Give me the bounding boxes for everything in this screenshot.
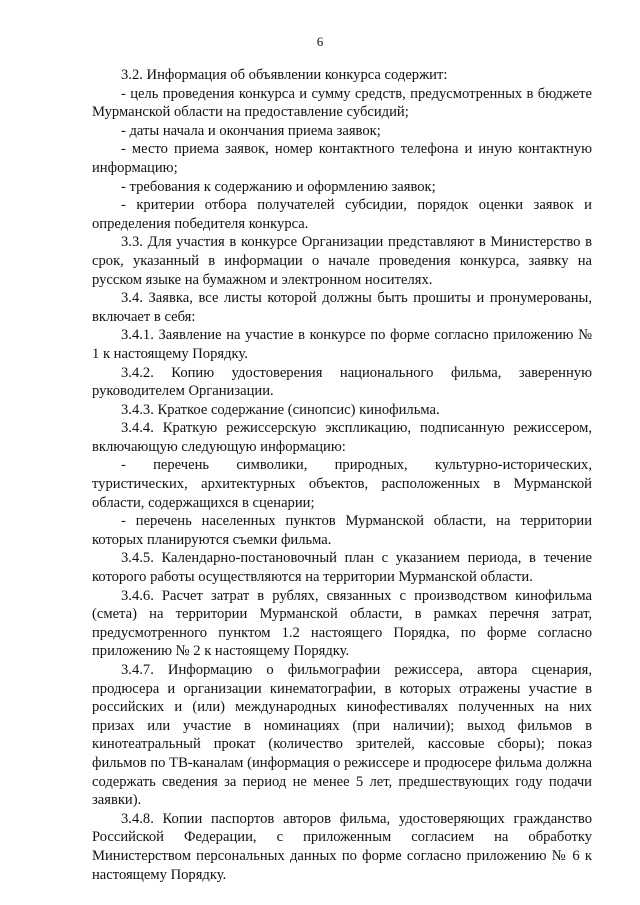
paragraph-3-4: 3.4. Заявка, все листы которой должны быть прошиты и пронумерованы, включает в себя: xyxy=(92,290,592,325)
paragraph-3-4-7: 3.4.7. Информацию о фильмографии режиссера, автора сценария, продюсера и организации кинематографии, в которых отражены участие в российских и (или) международных кинофестивалях полученных на них призах или участие в номинациях (при наличии); выход фильмов в кинотеатральный прокат (количество зрителей, кассовые сборы); показ фильмов по ТВ-каналам (информация о режиссере и продюсере фильма должна содержать сведения за период не менее 5 лет, предшествующих году подачи заявки). xyxy=(92,662,592,809)
document-body xyxy=(92,66,592,884)
list-item-goal: - цель проведения конкурса и сумму средств, предусмотренных в бюджете Мурманской области на предоставление субсидий; xyxy=(92,85,592,121)
list-item-settlements: - перечень населенных пунктов Мурманской области, на территории которых планируются съемки фильма. xyxy=(92,513,592,548)
paragraph-3-4-6: 3.4.6. Расчет затрат в рублях, связанных с производством кинофильма (смета) на территории Мурманской области, в рамках перечня затрат, предусмотренного пунктом 1.2 настоящего Порядка, по форме согласно приложению № 2 к настоящему Порядку. xyxy=(92,587,592,660)
paragraph-3-4-1: 3.4.1. Заявление на участие в конкурсе по форме согласно приложению № 1 к настоящему Порядку. xyxy=(92,327,592,362)
list-item-place: - место приема заявок, номер контактного телефона и иную контактную информацию; xyxy=(92,141,592,176)
paragraph-3-2: 3.2. Информация об объявлении конкурса содержит: xyxy=(121,67,448,83)
list-item-criteria: - критерии отбора получателей субсидии, порядок оценки заявок и определения победителя конкурса. xyxy=(92,197,592,232)
list-item-dates: - даты начала и окончания приема заявок; xyxy=(121,122,381,139)
paragraph-3-4-4: 3.4.4. Краткую режиссерскую экспликацию, подписанную режиссером, включающую следующую информацию: xyxy=(92,420,592,455)
list-item-symbols: - перечень символики, природных, культурно-исторических, туристических, архитектурных объектов, расположенных в Мурманской области, содержащихся в сценарии; xyxy=(92,457,592,511)
paragraph-3-3: 3.3. Для участия в конкурсе Организации представляют в Министерство в срок, указанный в информации о начале проведения конкурса, заявку на русском языке на бумажном и электронном носителях. xyxy=(92,234,592,288)
paragraph-3-4-5: 3.4.5. Календарно-постановочный план с указанием периода, в течение которого работы осуществляются на территории Мурманской области. xyxy=(92,550,592,586)
list-item-requirements: - требования к содержанию и оформлению заявок; xyxy=(121,178,436,195)
page-number: 6 xyxy=(316,34,324,49)
paragraph-3-4-3: 3.4.3. Краткое содержание (синопсис) кинофильма. xyxy=(121,401,440,418)
paragraph-3-4-8: 3.4.8. Копии паспортов авторов фильма, удостоверяющих гражданство Российской Федерации, с приложенным согласием на обработку Министерством персональных данных по форме согласно приложению № 6 к настоящему Порядку. xyxy=(92,810,592,883)
paragraph-3-4-2: 3.4.2. Копию удостоверения национального фильма, заверенную руководителем Организации. xyxy=(92,364,592,400)
